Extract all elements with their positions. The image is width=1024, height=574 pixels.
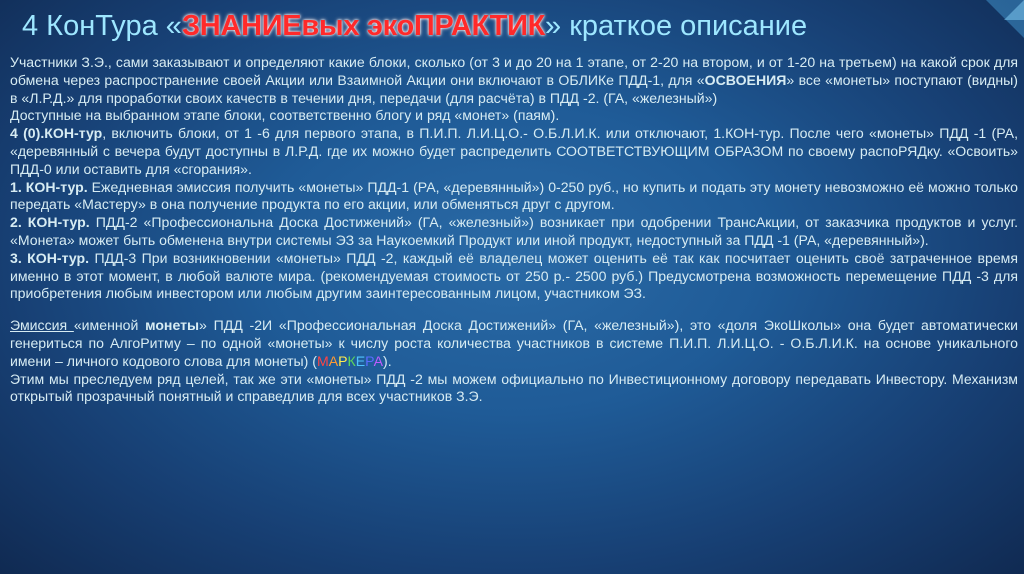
- bold-text: монеты: [145, 317, 200, 334]
- underlined-text: Эмиссия: [10, 317, 74, 334]
- marker-letter: А: [328, 352, 339, 369]
- marker-letter: А: [373, 352, 384, 369]
- bold-text: ОСВОЕНИЯ: [704, 71, 787, 88]
- paragraph-participants: [10, 54, 1018, 107]
- corner-decoration-small: [1004, 0, 1024, 20]
- text: ПДД-2 «Профессиональна Доска Достижений» (ГА, «железный») возникает при одобрении ТрансАкции, от заказчика продуктов и услуг. «Монета» может быть обменена внутри системы ЭЗ за Наукоемкий Продукт или иной продукт, недоступный за ПДД -1 (РА, «деревянный»).: [10, 214, 1018, 248]
- text: ).: [383, 352, 392, 369]
- bold-text: 2. КОН-тур.: [10, 214, 90, 231]
- text: » все «монеты» поступают (видны) в «Л.Р.Д.» для проработки своих качеств в течении дня, передачи (для расчёта) в ПДД -2. (ГА, «железный»): [10, 71, 1018, 106]
- paragraph-kontur-0: [10, 125, 1018, 178]
- paragraph-emission: [10, 317, 1018, 370]
- marker-letter: К: [347, 352, 356, 369]
- title-prefix: 4 КонТура «: [22, 10, 182, 42]
- paragraph-available-blocks: Доступные на выбранном этапе блоки, соответственно блогу и ряд «монет» (паям).: [10, 107, 560, 124]
- marker-letter: Р: [338, 352, 348, 369]
- text: Ежедневная эмиссия получить «монеты» ПДД-1 (РА, «деревянный») 0-250 руб., но купить и подать эту монету невозможно её можно только передать «Мастеру» в она получение продукта по его акции, или обменяться друг с другом.: [10, 178, 1018, 213]
- spacer: [10, 303, 1018, 317]
- slide-title: [22, 6, 1002, 46]
- text: , включить блоки, от 1 -6 для первого этапа, в П.И.П. Л.И.Ц.О.- О.Б.Л.И.К. или отключают, 1.КОН-тур. После чего «монеты» ПДД -1 (РА, «деревянный с вечера будут доступны в Л.Р.Д. где их можно будет распределить СООТВЕТСТВУЮЩИМ ОБРАЗОМ по своему распоРЯДку. «Освоить» ПДД-0 или оставить для «сгорания».: [10, 125, 1018, 177]
- title-highlight: ЗНАНИЕвых экоПРАКТИК: [181, 10, 546, 42]
- bold-text: 3. КОН-тур.: [10, 249, 90, 266]
- paragraph-kontur-1: [10, 179, 1018, 215]
- paragraph-kontur-3: [10, 250, 1018, 303]
- text: ПДД-3 При возникновении «монеты» ПДД -2, каждый её владелец может оценить её так как посчитает оценить своё затраченное время именно в этот момент, в любой валюте мира. (рекомендуемая стоимость от 250 р.- 2500 руб.) Предусмотрена возможность перемещение ПДД -3 для приобретения любым инвестором или любым другим заинтересованным лицом, участником ЭЗ.: [10, 249, 1018, 302]
- text: Участники З.Э., сами заказывают и определяют какие блоки, сколько (от 3 и до 20 на 1 этапе, от 2-20 на втором, и от 1-20 на третьем) на какой срок для обмена через распространение своей Акции или Взаимной Акции они включают в ОБЛИКе ПДД-1, для «: [10, 54, 1018, 88]
- marker-letter: Р: [365, 352, 374, 369]
- text: «именной: [73, 317, 146, 334]
- bold-text: 4 (0).КОН-тур: [10, 125, 103, 142]
- text: » ПДД -2И «Профессиональная Доска Достижений» (ГА, «железный»), это «доля ЭкоШколы» она будет автоматически генериться по АлгоРитму – по одной «монеты» к числу роста количества участников в системе П.И.П. Л.И.Ц.О. - О.Б.Л.И.К. на основе уникального имени – личного кодового слова для монеты) (: [10, 317, 1018, 369]
- paragraph-goals: Этим мы преследуем ряд целей, так же эти «монеты» ПДД -2 мы можем официально по Инвестиционному договору передавать Инвестору. Механизм открытый прозрачный понятный и справедлив для всех участников З.Э.: [10, 370, 1018, 405]
- paragraph-kontur-2: [10, 214, 1018, 250]
- marker-letter: М: [316, 352, 329, 369]
- bold-text: 1. КОН-тур.: [10, 178, 88, 195]
- slide-body: [10, 54, 1018, 406]
- marker-letter: Е: [355, 352, 366, 369]
- title-suffix: » краткое описание: [545, 10, 808, 42]
